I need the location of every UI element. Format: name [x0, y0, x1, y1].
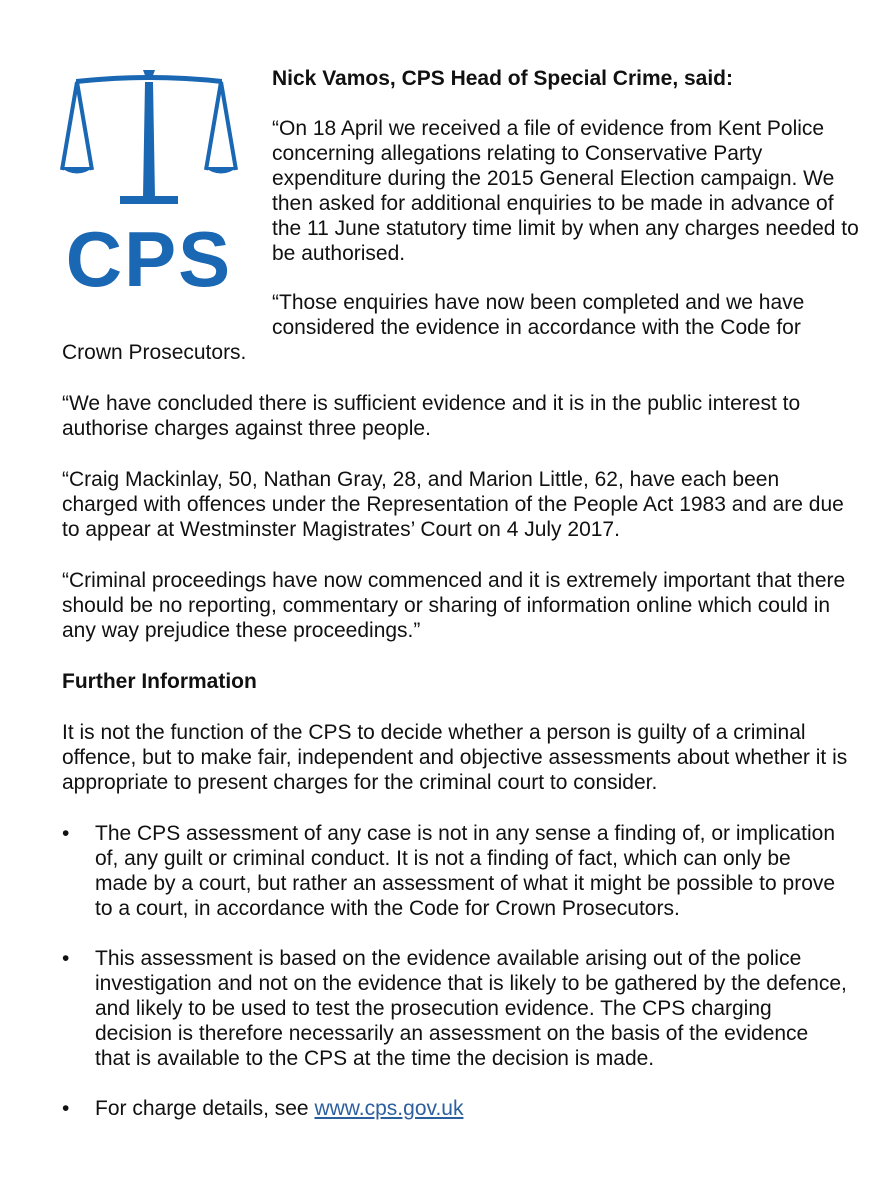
- statement-paragraph-1: “On 18 April we received a file of evidence from Kent Police concerning allegations relating to Conservative Party expenditure during the 2015 General Election campaign. We then asked for additional enquiries to be made in advance of the 11 June statutory time limit by when any charges needed to be authorised.: [272, 117, 859, 265]
- statement-paragraph-2-line-1: “Those enquiries have now been completed and we have: [272, 291, 805, 314]
- bullet-text-1: The CPS assessment of any case is not in any sense a finding of, or implication of, any guilt or criminal conduct. It is not a finding of fact, which can only be made by a court, but rather an assessment of what it might be possible to prove to a court, in accordance with the Code for Crown Prosecutors.: [95, 822, 836, 920]
- further-information-heading: Further Information: [62, 670, 257, 693]
- bullet-text-3: For charge details, see: [95, 1097, 315, 1120]
- statement-paragraph-5: “Criminal proceedings have now commenced and it is extremely important that there should be no reporting, commentary or sharing of information online which could in any way prejudice these proceedings.”: [62, 569, 846, 642]
- speaker-heading: Nick Vamos, CPS Head of Special Crime, said:: [272, 67, 734, 90]
- list-item: [62, 1096, 848, 1121]
- cps-website-link[interactable]: www.cps.gov.uk: [314, 1097, 464, 1120]
- statement-intro: [272, 66, 862, 291]
- bullet-icon: •: [62, 1097, 70, 1120]
- bullet-text-2: This assessment is based on the evidence available arising out of the police investigation and not on the evidence that is likely to be gathered by the defence, and likely to be used to test the prosecution evidence. The CPS charging decision is therefore necessarily an assessment on the basis of the evidence that is available to the CPS at the time the decision is made.: [95, 947, 847, 1070]
- bullet-icon: •: [62, 822, 70, 845]
- statement-body: [62, 340, 848, 1146]
- bullet-icon: •: [62, 947, 70, 970]
- statement-paragraph-2-line-2: considered the evidence in accordance with the Code for: [272, 316, 801, 339]
- list-item: [62, 946, 848, 1071]
- cps-logo: [60, 68, 238, 290]
- further-information-list: [62, 821, 848, 1121]
- statement-paragraph-4: “Craig Mackinlay, 50, Nathan Gray, 28, and Marion Little, 62, have each been charged with offences under the Representation of the People Act 1983 and are due to appear at Westminster Magistrates’ Court on 4 July 2017.: [62, 468, 844, 541]
- statement-paragraph-2-line-3: Crown Prosecutors.: [62, 341, 247, 364]
- scales-of-justice-icon: [60, 68, 238, 290]
- logo-text: CPS: [65, 215, 233, 290]
- statement-paragraph-3: “We have concluded there is sufficient evidence and it is in the public interest to authorise charges against three people.: [62, 392, 801, 440]
- list-item: [62, 821, 848, 921]
- statement-paragraph-2-block: [272, 290, 862, 340]
- further-information-intro: It is not the function of the CPS to decide whether a person is guilty of a criminal offence, but to make fair, independent and objective assessments about whether it is appropriate to present charges for the criminal court to consider.: [62, 721, 848, 794]
